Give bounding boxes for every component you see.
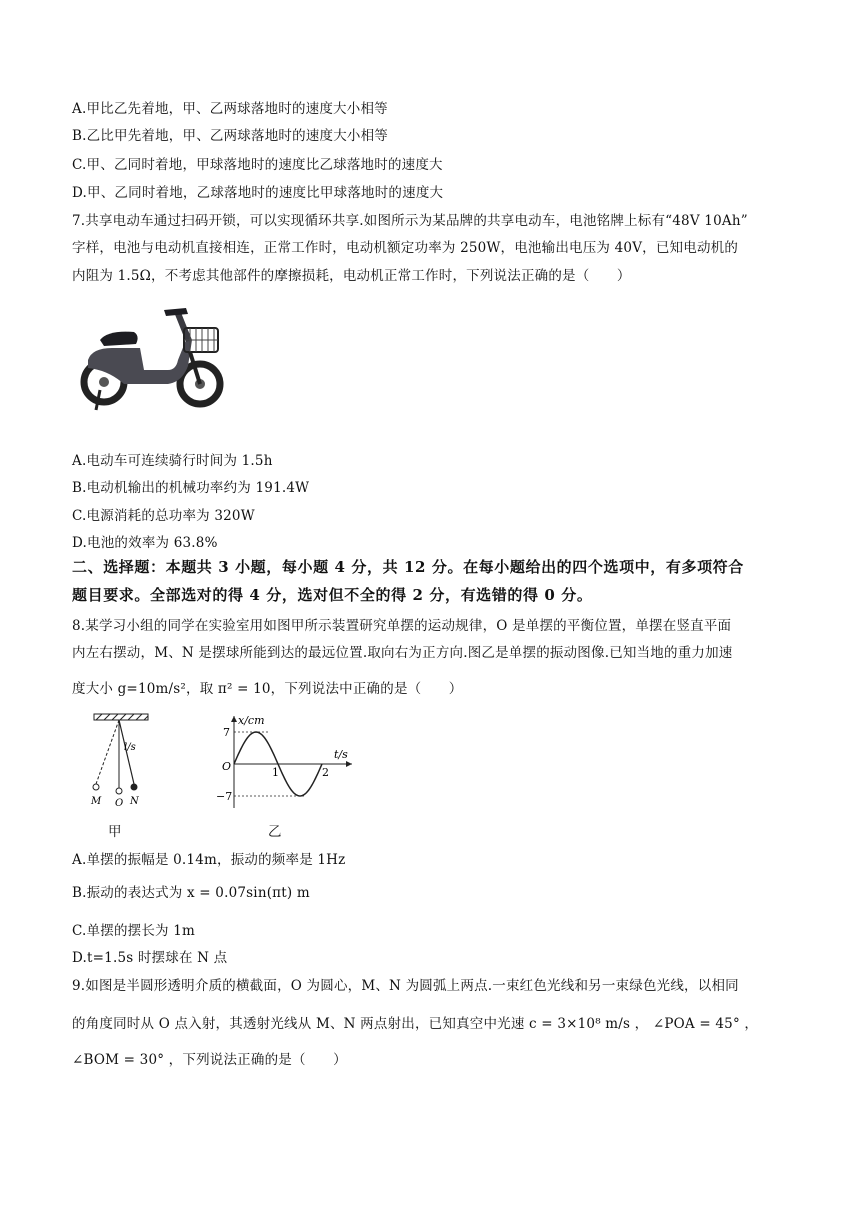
q6-option-d: D.甲、乙同时着地，乙球落地时的速度比甲球落地时的速度大: [72, 185, 444, 201]
q8-stem-line-3: 度大小 g=10m/s²，取 π² = 10，下列说法中正确的是（ ）: [72, 681, 463, 697]
q8-option-a: A.单摆的振幅是 0.14m，振动的频率是 1Hz: [72, 852, 346, 868]
figure-yi-caption: 乙: [268, 824, 282, 840]
q7-option-c: C.电源消耗的总功率为 320W: [72, 508, 255, 524]
x-axis-label: t/s: [334, 748, 348, 761]
origin-label: O: [222, 760, 232, 773]
q8-stem-line-1: 8.某学习小组的同学在实验室用如图甲所示装置研究单摆的运动规律，O 是单摆的平衡位置，单摆在竖直平面: [72, 618, 732, 634]
figure-jia-caption: 甲: [108, 824, 122, 840]
electric-scooter-image: [78, 300, 228, 415]
vibration-graph: [212, 712, 362, 812]
q7-stem-line-2: 字样，电池与电动机直接相连，正常工作时，电动机额定功率为 250W，电池输出电压为 40V，已知电动机的: [72, 240, 739, 256]
section-2-heading-line-2: 题目要求。全部选对的得 4 分，选对但不全的得 2 分，有选错的得 0 分。: [72, 586, 593, 604]
q7-option-a: A.电动车可连续骑行时间为 1.5h: [72, 453, 273, 469]
section-2-heading-line-1: 二、选择题：本题共 3 小题，每小题 4 分，共 12 分。在每小题给出的四个选项中，有多项符合: [72, 558, 744, 576]
pendulum-figure: [86, 712, 156, 808]
x-tick-2: 2: [322, 766, 329, 779]
q9-stem-line-3: ∠BOM = 30° ，下列说法正确的是（ ）: [72, 1052, 347, 1068]
y-tick-7: 7: [223, 726, 230, 739]
q8-stem-line-2: 内左右摆动，M、N 是摆球所能到达的最远位置.取向右为正方向.图乙是单摆的振动图像.已知当地的重力加速: [72, 645, 733, 661]
q8-option-d: D.t=1.5s 时摆球在 N 点: [72, 950, 228, 966]
q7-option-b: B.电动机输出的机械功率约为 191.4W: [72, 480, 310, 496]
q9-stem-line-2: 的角度同时从 O 点入射，其透射光线从 M、N 两点射出，已知真空中光速 c = 3×10⁸ m/s ， ∠POA = 45° ，: [72, 1016, 759, 1032]
q6-option-a: A.甲比乙先着地，甲、乙两球落地时的速度大小相等: [72, 101, 388, 117]
pendulum-label-m: M: [91, 796, 102, 807]
y-axis-label: x/cm: [238, 714, 265, 727]
q9-stem-line-1: 9.如图是半圆形透明介质的横截面，O 为圆心，M、N 为圆弧上两点.一束红色光线和另一束绿色光线，以相同: [72, 978, 739, 994]
q8-option-c: C.单摆的摆长为 1m: [72, 923, 196, 939]
q7-option-d: D.电池的效率为 63.8%: [72, 535, 218, 551]
x-tick-1: 1: [272, 766, 279, 779]
q6-option-b: B.乙比甲先着地，甲、乙两球落地时的速度大小相等: [72, 128, 389, 144]
q8-option-b: B.振动的表达式为 x = 0.07sin(πt) m: [72, 885, 310, 901]
pendulum-label-n: N: [130, 796, 139, 807]
pendulum-thread-label: l/s: [124, 742, 136, 753]
q7-stem-line-1: 7.共享电动车通过扫码开锁，可以实现循环共享.如图所示为某品牌的共享电动车，电池铭牌上标有“48V 10Ah”: [72, 213, 748, 229]
pendulum-label-o: O: [115, 798, 124, 808]
q6-option-c: C.甲、乙同时着地，甲球落地时的速度比乙球落地时的速度大: [72, 157, 443, 173]
q7-stem-line-3: 内阻为 1.5Ω，不考虑其他部件的摩擦损耗，电动机正常工作时，下列说法正确的是（ ）: [72, 268, 631, 284]
y-tick-minus-7: −7: [216, 790, 233, 803]
